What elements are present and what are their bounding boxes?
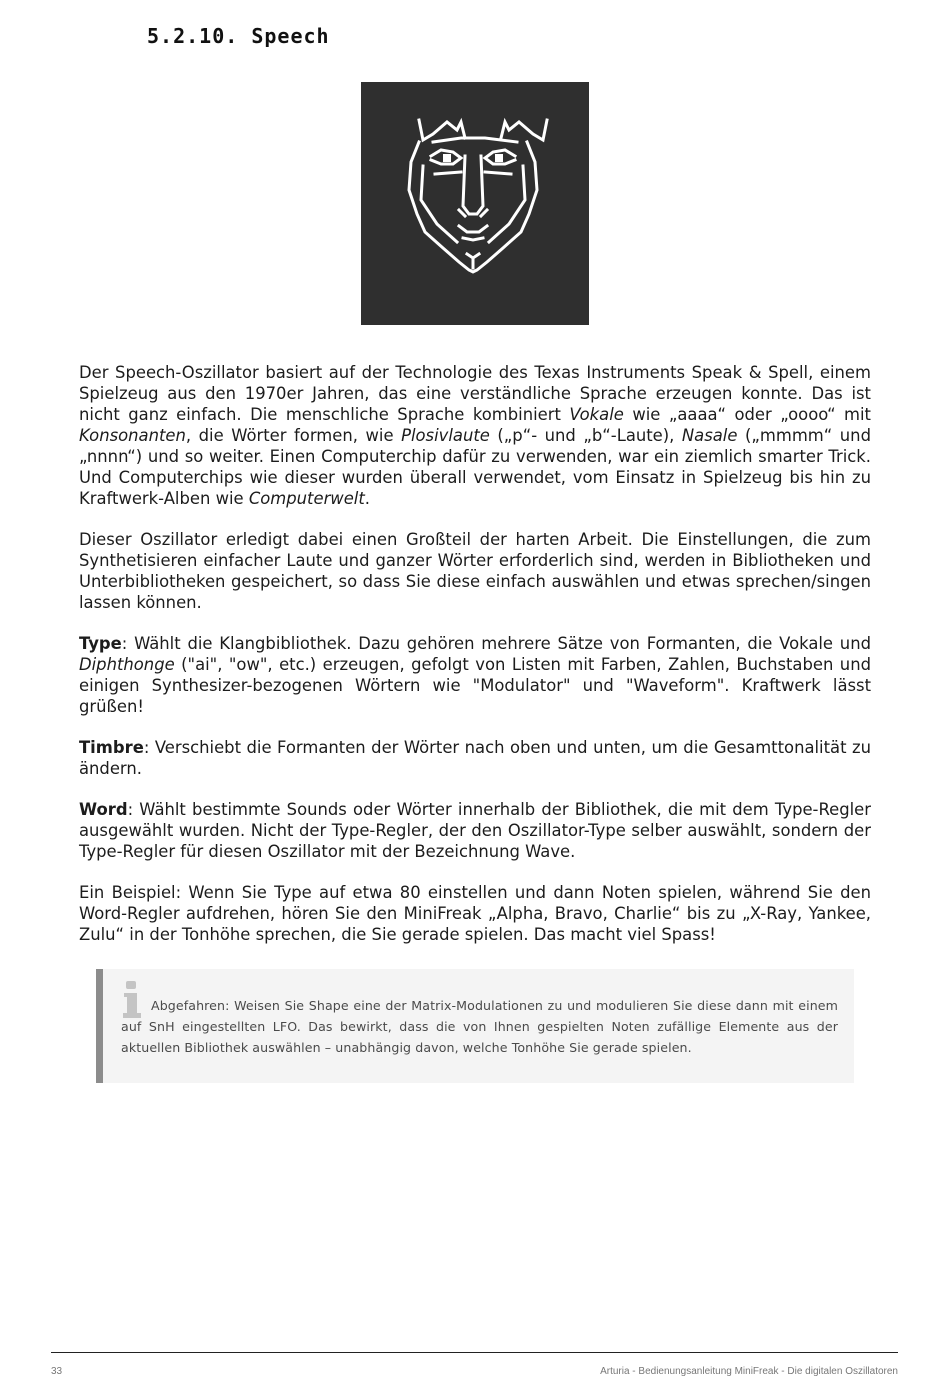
paragraph — [79, 737, 871, 779]
text-run: . — [364, 489, 370, 508]
text-run: („p“- und „b“-Laute), — [489, 426, 682, 445]
bold-term: Word — [79, 800, 128, 819]
speech-face-icon — [361, 82, 589, 325]
text-run: , die Wörter formen, wie — [185, 426, 402, 445]
footer-document-title: Arturia - Bedienungsanleitung MiniFreak - Die digitalen Oszillatoren — [600, 1366, 898, 1377]
paragraph — [79, 633, 871, 717]
paragraph — [79, 362, 871, 509]
footer-page-number: 33 — [51, 1366, 63, 1377]
bold-term: Timbre — [79, 738, 144, 757]
bold-term: Type — [79, 634, 122, 653]
italic-term: Konsonanten — [79, 426, 186, 445]
italic-term: Vokale — [569, 405, 624, 424]
italic-term: Nasale — [681, 426, 738, 445]
section-heading: 5.2.10. Speech — [147, 24, 330, 48]
text-run: ("ai", "ow", etc.) erzeugen, gefolgt von Listen mit Farben, Zahlen, Buchstaben und einigen Synthesizer-bezogenen Wörtern wie "Modulator" und "Waveform". Kraftwerk lässt grüßen! — [79, 655, 871, 716]
text-run: Der Speech-Oszillator basiert auf der Technologie des Texas Instruments Speak & Spell, einem Spielzeug aus den 1970er Jahren, das eine verständliche Sprache erzeugen konnte. Das ist nicht ganz einfach. Die menschliche Sprache kombiniert — [79, 363, 871, 424]
footer-divider — [51, 1352, 898, 1353]
text-run: Ein Beispiel: Wenn Sie Type auf etwa 80 einstellen und dann Noten spielen, während Sie den Word-Regler aufdrehen, hören Sie den MiniFreak „Alpha, Bravo, Charlie“ bis zu „X-Ray, Yankee, Zulu“ in der Tonhöhe sprechen, die Sie gerade spielen. Das macht viel Spass! — [79, 883, 871, 944]
speech-face-figure — [361, 82, 589, 325]
paragraph — [79, 529, 871, 613]
text-run: : Wählt bestimmte Sounds oder Wörter innerhalb der Bibliothek, die mit dem Type-Regler ausgewählt wurden. Nicht der Type-Regler, der den Oszillator-Type selber auswählt, sondern der Type-Regler für diesen Oszillator mit der Bezeichnung Wave. — [79, 800, 871, 861]
text-run: wie „aaaa“ oder „oooo“ mit — [623, 405, 871, 424]
info-note-text: Abgefahren: Weisen Sie Shape eine der Matrix-Modulationen zu und modulieren Sie diese dann mit einem auf SnH eingestellten LFO. Das bewirkt, dass die von Ihnen gespielten Noten zufällige Elemente aus der aktuellen Bibliothek auswählen – unabhängig davon, welche Tonhöhe Sie gerade spielen. — [121, 998, 838, 1055]
body-text — [79, 362, 871, 965]
paragraph — [79, 799, 871, 862]
text-run: : Wählt die Klangbibliothek. Dazu gehören mehrere Sätze von Formanten, die Vokale und — [121, 634, 871, 653]
text-run: („mmmm“ und „nnnn“) und so weiter. Einen Computerchip dafür zu verwenden, war ein ziemlich smarter Trick. Und Computerchips wie dieser wurden überall verwendet, vom Einsatz in Spielzeug bis hin zu Kraftwerk-Alben wie — [79, 426, 871, 508]
italic-term: Computerwelt — [248, 489, 365, 508]
italic-term: Diphthonge — [79, 655, 175, 674]
text-run: : Verschiebt die Formanten der Wörter nach oben und unten, um die Gesamttonalität zu ändern. — [79, 738, 871, 778]
info-note-box — [96, 969, 854, 1083]
text-run: Dieser Oszillator erledigt dabei einen Großteil der harten Arbeit. Die Einstellungen, die zum Synthetisieren einfacher Laute und ganzer Wörter erforderlich sind, werden in Bibliotheken und Unterbibliotheken gespeichert, so dass Sie diese einfach auswählen und etwas sprechen/singen lassen können. — [79, 530, 871, 612]
italic-term: Plosivlaute — [401, 426, 490, 445]
paragraph — [79, 882, 871, 945]
